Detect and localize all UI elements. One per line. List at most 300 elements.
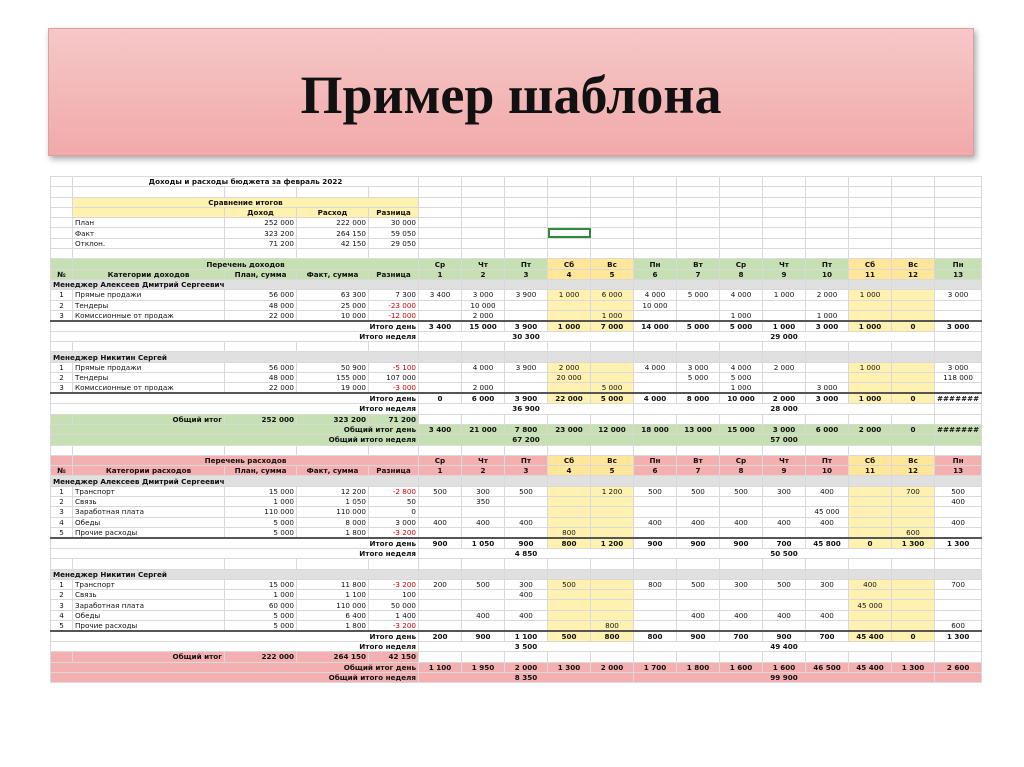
empty-cell[interactable] (935, 279, 982, 289)
day-cell[interactable] (892, 600, 935, 610)
empty-cell[interactable] (677, 445, 720, 455)
diff-amount[interactable]: 100 (369, 590, 419, 600)
empty-cell[interactable] (892, 569, 935, 579)
plan-amount[interactable]: 5 000 (225, 527, 297, 538)
empty-cell[interactable] (677, 218, 720, 228)
empty-cell[interactable] (591, 476, 634, 486)
day-cell[interactable]: 700 (763, 538, 806, 549)
day-cell[interactable]: 5 000 (677, 321, 720, 332)
empty-cell[interactable] (763, 187, 806, 197)
day-cell[interactable] (935, 310, 982, 321)
day-cell[interactable]: Вс (591, 259, 634, 269)
day-cell[interactable] (419, 590, 462, 600)
empty-cell[interactable] (720, 279, 763, 289)
empty-cell[interactable] (548, 476, 591, 486)
day-cell[interactable] (677, 600, 720, 610)
day-cell[interactable] (419, 507, 462, 517)
fact-amount[interactable]: 110 000 (297, 600, 369, 610)
diff-amount[interactable]: 0 (369, 507, 419, 517)
day-cell[interactable]: 1 000 (591, 310, 634, 321)
empty-cell[interactable] (462, 569, 505, 579)
day-cell[interactable]: 1 000 (763, 321, 806, 332)
empty-cell[interactable] (419, 445, 462, 455)
empty-cell[interactable] (505, 197, 548, 207)
empty-cell[interactable] (935, 228, 982, 238)
empty-cell[interactable] (806, 559, 849, 569)
empty-cell[interactable] (892, 218, 935, 228)
row-number[interactable]: 4 (51, 517, 73, 527)
day-cell[interactable]: 900 (419, 538, 462, 549)
day-cell[interactable]: 20 000 (548, 373, 591, 383)
empty-cell[interactable] (935, 641, 982, 651)
empty-cell[interactable] (935, 342, 982, 352)
empty-cell[interactable] (505, 207, 548, 217)
empty-cell[interactable] (505, 342, 548, 352)
empty-cell[interactable] (849, 187, 892, 197)
day-cell[interactable] (935, 383, 982, 394)
empty-cell[interactable] (591, 197, 634, 207)
empty-cell[interactable] (505, 559, 548, 569)
comparison-header[interactable]: Разница (369, 207, 419, 217)
empty-cell[interactable] (419, 352, 462, 362)
day-cell[interactable] (462, 373, 505, 383)
col-fact[interactable]: Факт, сумма (297, 269, 369, 279)
day-cell[interactable] (591, 527, 634, 538)
row-number[interactable]: 3 (51, 507, 73, 517)
day-cell[interactable] (763, 620, 806, 631)
day-cell[interactable]: 500 (677, 486, 720, 496)
day-cell[interactable]: 0 (892, 424, 935, 434)
week-total-cell[interactable]: 8 350 (419, 672, 634, 682)
day-cell[interactable]: 1 300 (935, 538, 982, 549)
empty-cell[interactable] (73, 559, 225, 569)
day-cell[interactable]: 0 (892, 631, 935, 642)
manager-name[interactable]: Менеджер Никитин Сергей (51, 352, 419, 362)
diff-amount[interactable]: -3 200 (369, 579, 419, 589)
empty-cell[interactable] (73, 249, 225, 259)
empty-cell[interactable] (462, 476, 505, 486)
empty-cell[interactable] (935, 352, 982, 362)
day-cell[interactable]: Вт (677, 259, 720, 269)
day-cell[interactable]: Пн (935, 455, 982, 465)
empty-cell[interactable] (225, 342, 297, 352)
plan-amount[interactable]: 56 000 (225, 290, 297, 300)
diff-amount[interactable]: -23 000 (369, 300, 419, 310)
empty-cell[interactable] (806, 279, 849, 289)
day-cell[interactable] (677, 507, 720, 517)
empty-cell[interactable] (51, 559, 73, 569)
day-cell[interactable] (849, 620, 892, 631)
week-total-label[interactable]: Итого неделя (51, 404, 419, 414)
day-cell[interactable] (677, 620, 720, 631)
day-cell[interactable]: 21 000 (462, 424, 505, 434)
day-cell[interactable]: 1 600 (720, 662, 763, 672)
day-cell[interactable]: 400 (505, 517, 548, 527)
empty-cell[interactable] (806, 445, 849, 455)
day-cell[interactable]: 23 000 (548, 424, 591, 434)
day-cell[interactable] (548, 486, 591, 496)
empty-cell[interactable] (677, 352, 720, 362)
empty-cell[interactable] (634, 569, 677, 579)
day-cell[interactable]: 0 (892, 393, 935, 404)
day-cell[interactable]: 2 000 (849, 424, 892, 434)
day-cell[interactable] (849, 610, 892, 620)
day-cell[interactable]: 600 (935, 620, 982, 631)
day-cell[interactable] (806, 497, 849, 507)
empty-cell[interactable] (935, 187, 982, 197)
day-cell[interactable]: 5 (591, 466, 634, 476)
day-cell[interactable] (763, 300, 806, 310)
empty-cell[interactable] (935, 177, 982, 187)
empty-cell[interactable] (419, 652, 462, 662)
week-total-label[interactable]: Итого неделя (51, 641, 419, 651)
week-total-cell[interactable]: 49 400 (634, 641, 935, 651)
empty-cell[interactable] (225, 445, 297, 455)
day-cell[interactable] (935, 507, 982, 517)
empty-cell[interactable] (419, 249, 462, 259)
col-category[interactable]: Категории расходов (73, 466, 225, 476)
day-cell[interactable]: 800 (591, 631, 634, 642)
fact-amount[interactable]: 1 050 (297, 497, 369, 507)
empty-cell[interactable] (462, 228, 505, 238)
diff-amount[interactable]: -3 200 (369, 620, 419, 631)
empty-cell[interactable] (297, 187, 369, 197)
day-cell[interactable]: 400 (806, 610, 849, 620)
sheet-title[interactable]: Доходы и расходы бюджета за февраль 2022 (73, 177, 419, 187)
day-cell[interactable]: 400 (720, 610, 763, 620)
day-cell[interactable]: 600 (892, 527, 935, 538)
day-cell[interactable] (505, 620, 548, 631)
day-cell[interactable] (892, 517, 935, 527)
empty-cell[interactable] (806, 414, 849, 424)
diff-amount[interactable]: -5 100 (369, 362, 419, 372)
empty-cell[interactable] (806, 228, 849, 238)
week-total-cell[interactable]: 30 300 (419, 331, 634, 341)
manager-name[interactable]: Менеджер Никитин Сергей (51, 569, 419, 579)
day-cell[interactable]: 200 (419, 579, 462, 589)
empty-cell[interactable] (763, 279, 806, 289)
day-cell[interactable] (419, 373, 462, 383)
day-cell[interactable]: 3 000 (462, 290, 505, 300)
empty-cell[interactable] (225, 187, 297, 197)
empty-cell[interactable] (548, 414, 591, 424)
grand-diff[interactable]: 42 150 (369, 652, 419, 662)
diff-amount[interactable]: 50 000 (369, 600, 419, 610)
day-cell[interactable] (763, 590, 806, 600)
day-cell[interactable] (591, 610, 634, 620)
day-cell[interactable]: 2 000 (806, 290, 849, 300)
empty-cell[interactable] (51, 187, 73, 197)
empty-cell[interactable] (548, 218, 591, 228)
day-cell[interactable] (720, 527, 763, 538)
day-cell[interactable]: 4 (548, 466, 591, 476)
grand-plan[interactable]: 222 000 (225, 652, 297, 662)
plan-amount[interactable]: 5 000 (225, 620, 297, 631)
grand-day-label[interactable]: Общий итог день (51, 424, 419, 434)
empty-cell[interactable] (297, 445, 369, 455)
day-cell[interactable] (548, 310, 591, 321)
empty-cell[interactable] (462, 218, 505, 228)
empty-cell[interactable] (763, 218, 806, 228)
grand-total-label[interactable]: Общий итог (73, 652, 225, 662)
day-cell[interactable] (548, 610, 591, 620)
empty-cell[interactable] (720, 342, 763, 352)
day-cell[interactable] (419, 527, 462, 538)
day-cell[interactable] (634, 527, 677, 538)
day-cell[interactable] (505, 527, 548, 538)
day-cell[interactable] (548, 497, 591, 507)
day-cell[interactable] (892, 362, 935, 372)
day-cell[interactable]: 900 (763, 631, 806, 642)
empty-cell[interactable] (935, 207, 982, 217)
empty-cell[interactable] (677, 207, 720, 217)
comparison-header[interactable]: Доход (225, 207, 297, 217)
day-cell[interactable] (806, 362, 849, 372)
day-cell[interactable]: 5 000 (720, 321, 763, 332)
row-number[interactable]: 2 (51, 590, 73, 600)
day-cell[interactable] (763, 507, 806, 517)
day-cell[interactable] (892, 310, 935, 321)
empty-cell[interactable] (677, 342, 720, 352)
day-cell[interactable] (419, 383, 462, 394)
day-cell[interactable]: 1 800 (677, 662, 720, 672)
empty-cell[interactable] (849, 352, 892, 362)
empty-cell[interactable] (806, 352, 849, 362)
day-cell[interactable]: 400 (763, 610, 806, 620)
empty-cell[interactable] (548, 569, 591, 579)
day-cell[interactable]: 800 (548, 527, 591, 538)
empty-cell[interactable] (720, 238, 763, 248)
category-name[interactable]: Комиссионные от продаж (73, 383, 225, 394)
day-cell[interactable] (892, 507, 935, 517)
category-name[interactable]: Обеды (73, 610, 225, 620)
empty-cell[interactable] (51, 342, 73, 352)
empty-cell[interactable] (462, 249, 505, 259)
day-cell[interactable]: 700 (892, 486, 935, 496)
empty-cell[interactable] (462, 238, 505, 248)
empty-cell[interactable] (849, 445, 892, 455)
day-cell[interactable] (935, 610, 982, 620)
day-cell[interactable] (419, 362, 462, 372)
day-cell[interactable]: 900 (634, 538, 677, 549)
empty-cell[interactable] (677, 197, 720, 207)
diff-amount[interactable]: -3 000 (369, 383, 419, 394)
day-cell[interactable]: 300 (763, 486, 806, 496)
day-cell[interactable]: Пт (505, 259, 548, 269)
day-cell[interactable] (677, 383, 720, 394)
day-cell[interactable]: 1 300 (892, 538, 935, 549)
empty-cell[interactable] (806, 238, 849, 248)
day-cell[interactable]: 1 200 (591, 486, 634, 496)
empty-cell[interactable] (419, 476, 462, 486)
day-cell[interactable]: 14 000 (634, 321, 677, 332)
day-cell[interactable]: 700 (935, 579, 982, 589)
empty-cell[interactable] (419, 187, 462, 197)
day-cell[interactable]: 7 000 (591, 321, 634, 332)
day-cell[interactable]: 1 000 (849, 362, 892, 372)
fact-amount[interactable]: 110 000 (297, 507, 369, 517)
day-cell[interactable] (591, 300, 634, 310)
day-cell[interactable]: 1 000 (720, 310, 763, 321)
empty-cell[interactable] (935, 414, 982, 424)
empty-cell[interactable] (591, 187, 634, 197)
day-cell[interactable]: 400 (462, 517, 505, 527)
fact-amount[interactable]: 1 800 (297, 527, 369, 538)
fact-amount[interactable]: 25 000 (297, 300, 369, 310)
empty-cell[interactable] (419, 207, 462, 217)
week-total-cell[interactable]: 29 000 (634, 331, 935, 341)
day-cell[interactable]: 400 (505, 590, 548, 600)
row-number[interactable]: 1 (51, 362, 73, 372)
empty-cell[interactable] (591, 218, 634, 228)
day-cell[interactable]: 1 000 (548, 290, 591, 300)
comparison-value[interactable]: 252 000 (225, 218, 297, 228)
fact-amount[interactable]: 12 200 (297, 486, 369, 496)
empty-cell[interactable] (462, 197, 505, 207)
day-cell[interactable]: 400 (505, 610, 548, 620)
day-cell[interactable]: 1 200 (591, 538, 634, 549)
day-cell[interactable]: 7 (677, 269, 720, 279)
day-cell[interactable]: Чт (763, 259, 806, 269)
empty-cell[interactable] (720, 476, 763, 486)
day-cell[interactable]: 2 000 (763, 393, 806, 404)
empty-cell[interactable] (548, 249, 591, 259)
day-cell[interactable]: 5 (591, 269, 634, 279)
fact-amount[interactable]: 8 000 (297, 517, 369, 527)
fact-amount[interactable]: 63 300 (297, 290, 369, 300)
empty-cell[interactable] (892, 228, 935, 238)
empty-cell[interactable] (806, 197, 849, 207)
row-number[interactable]: 5 (51, 527, 73, 538)
day-cell[interactable] (634, 620, 677, 631)
day-cell[interactable]: 500 (548, 579, 591, 589)
day-cell[interactable]: 9 (763, 466, 806, 476)
empty-cell[interactable] (677, 228, 720, 238)
day-cell[interactable] (419, 610, 462, 620)
empty-cell[interactable] (634, 342, 677, 352)
empty-cell[interactable] (462, 187, 505, 197)
day-cell[interactable]: Чт (763, 455, 806, 465)
diff-amount[interactable]: 3 000 (369, 517, 419, 527)
empty-cell[interactable] (591, 445, 634, 455)
day-cell[interactable]: 45 400 (849, 662, 892, 672)
day-cell[interactable] (892, 383, 935, 394)
empty-cell[interactable] (935, 435, 982, 445)
day-cell[interactable]: 3 000 (935, 321, 982, 332)
empty-cell[interactable] (73, 445, 225, 455)
day-cell[interactable]: 10 000 (634, 300, 677, 310)
empty-cell[interactable] (720, 197, 763, 207)
empty-cell[interactable] (935, 559, 982, 569)
empty-cell[interactable] (634, 197, 677, 207)
empty-cell[interactable] (763, 177, 806, 187)
day-cell[interactable]: 1 050 (462, 538, 505, 549)
empty-cell[interactable] (634, 559, 677, 569)
day-cell[interactable] (849, 300, 892, 310)
day-cell[interactable] (548, 600, 591, 610)
empty-cell[interactable] (806, 342, 849, 352)
empty-cell[interactable] (720, 228, 763, 238)
day-cell[interactable]: 6 000 (462, 393, 505, 404)
day-cell[interactable]: 13 (935, 269, 982, 279)
day-cell[interactable]: Чт (462, 259, 505, 269)
col-plan[interactable]: План, сумма (225, 269, 297, 279)
empty-cell[interactable] (677, 652, 720, 662)
comparison-value[interactable]: 59 050 (369, 228, 419, 238)
empty-cell[interactable] (720, 652, 763, 662)
day-cell[interactable]: 11 (849, 269, 892, 279)
day-cell[interactable] (548, 517, 591, 527)
day-cell[interactable] (634, 590, 677, 600)
day-cell[interactable]: Вс (892, 455, 935, 465)
day-cell[interactable] (935, 600, 982, 610)
empty-cell[interactable] (763, 197, 806, 207)
plan-amount[interactable]: 22 000 (225, 310, 297, 321)
day-cell[interactable] (591, 497, 634, 507)
empty-cell[interactable] (548, 207, 591, 217)
day-cell[interactable]: 3 400 (419, 321, 462, 332)
day-cell[interactable] (677, 590, 720, 600)
day-cell[interactable] (849, 527, 892, 538)
day-cell[interactable] (419, 300, 462, 310)
day-cell[interactable]: Вс (591, 455, 634, 465)
col-fact[interactable]: Факт, сумма (297, 466, 369, 476)
empty-cell[interactable] (763, 352, 806, 362)
day-cell[interactable]: 15 000 (720, 424, 763, 434)
empty-cell[interactable] (591, 342, 634, 352)
day-cell[interactable] (634, 600, 677, 610)
day-cell[interactable] (763, 497, 806, 507)
day-cell[interactable] (806, 300, 849, 310)
day-cell[interactable] (634, 373, 677, 383)
day-cell[interactable] (892, 300, 935, 310)
empty-cell[interactable] (892, 559, 935, 569)
day-cell[interactable] (849, 507, 892, 517)
day-cell[interactable]: 3 400 (419, 424, 462, 434)
day-cell[interactable] (677, 300, 720, 310)
empty-cell[interactable] (462, 652, 505, 662)
row-number[interactable]: 2 (51, 497, 73, 507)
day-cell[interactable] (548, 590, 591, 600)
plan-amount[interactable]: 22 000 (225, 383, 297, 394)
diff-amount[interactable]: 107 000 (369, 373, 419, 383)
empty-cell[interactable] (634, 352, 677, 362)
empty-cell[interactable] (591, 652, 634, 662)
day-cell[interactable] (419, 620, 462, 631)
empty-cell[interactable] (634, 414, 677, 424)
grand-week-label[interactable]: Общий итого неделя (51, 672, 419, 682)
day-cell[interactable] (806, 373, 849, 383)
empty-cell[interactable] (591, 569, 634, 579)
empty-cell[interactable] (634, 218, 677, 228)
empty-cell[interactable] (369, 187, 419, 197)
col-diff[interactable]: Разница (369, 466, 419, 476)
empty-cell[interactable] (849, 569, 892, 579)
empty-cell[interactable] (677, 559, 720, 569)
day-cell[interactable]: Ср (419, 259, 462, 269)
col-no[interactable]: № (51, 466, 73, 476)
empty-cell[interactable] (51, 218, 73, 228)
day-cell[interactable]: 1 700 (634, 662, 677, 672)
day-cell[interactable] (462, 590, 505, 600)
day-cell[interactable] (419, 600, 462, 610)
day-total-label[interactable]: Итого день (51, 393, 419, 404)
empty-cell[interactable] (462, 352, 505, 362)
day-cell[interactable] (548, 620, 591, 631)
day-total-label[interactable]: Итого день (51, 538, 419, 549)
empty-cell[interactable] (591, 279, 634, 289)
day-cell[interactable] (505, 373, 548, 383)
